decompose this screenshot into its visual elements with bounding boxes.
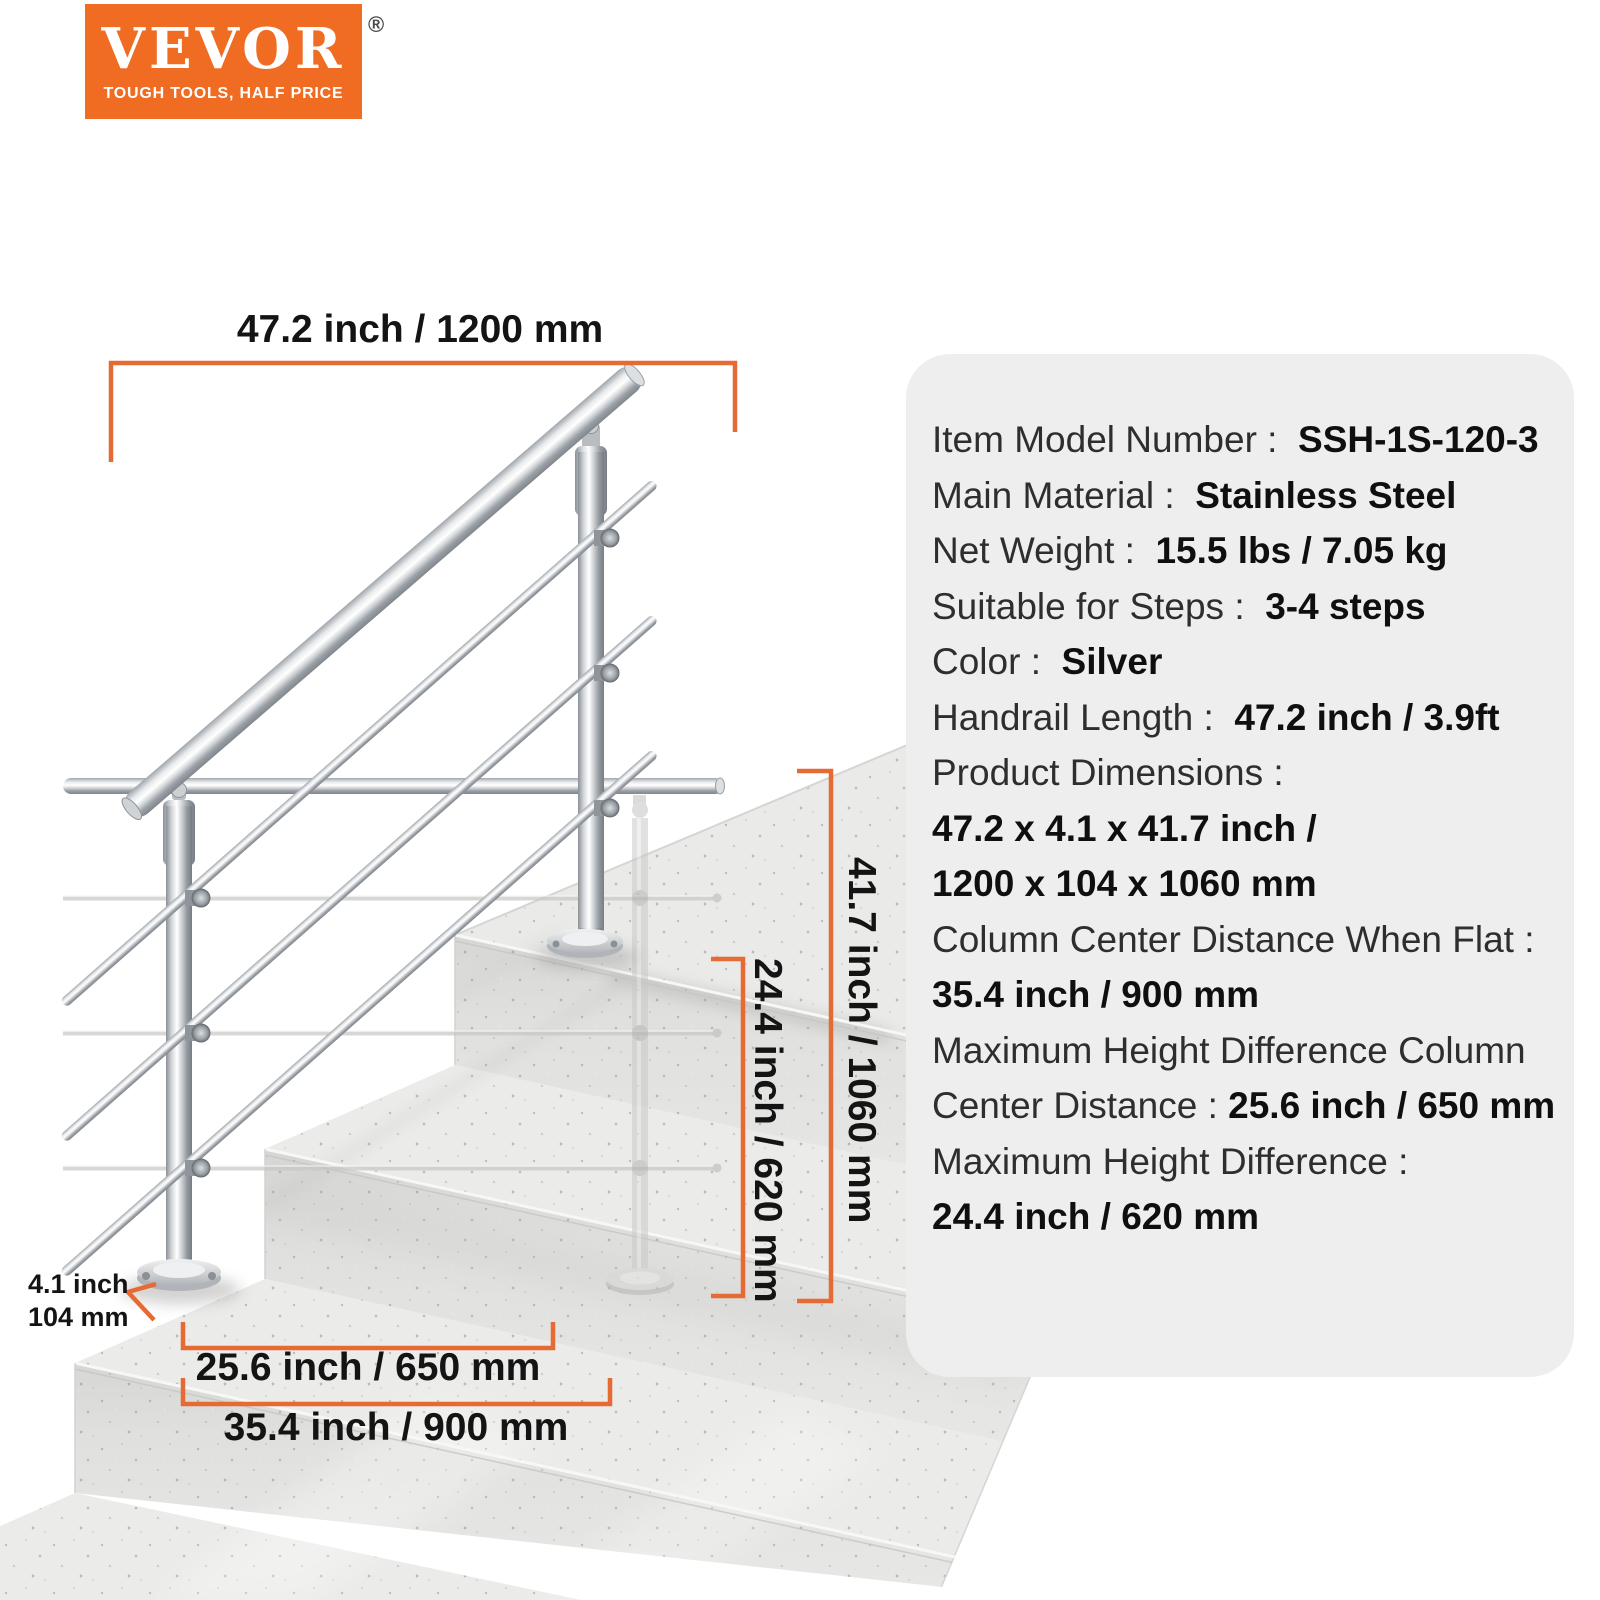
spec-value: Stainless Steel [1195, 474, 1457, 516]
spec-line [932, 690, 1566, 746]
spec-label: Main Material : [932, 474, 1196, 516]
spec-label: Product Dimensions : [932, 752, 1294, 793]
spec-line [932, 1023, 1566, 1079]
dim-height-difference-label: 24.4 inch / 620 mm [746, 957, 789, 1303]
dim-total-height-label: 41.7 inch / 1060 mm [840, 856, 883, 1224]
vevor-logo-text: VEVOR [101, 15, 346, 82]
spec-line [932, 468, 1566, 524]
spec-value: 47.2 x 4.1 x 41.7 inch / [932, 807, 1317, 849]
spec-line [932, 1078, 1566, 1134]
vevor-logo [85, 4, 362, 119]
spec-value: 25.6 inch / 650 mm [1228, 1085, 1556, 1126]
dim-flange-inch: 4.1 inch [28, 1269, 129, 1299]
spec-line [932, 412, 1566, 468]
spec-line [932, 801, 1566, 857]
spec-value: 47.2 inch / 3.9ft [1234, 696, 1500, 738]
spec-value: Silver [1061, 641, 1163, 682]
spec-value: 35.4 inch / 900 mm [932, 974, 1260, 1015]
spec-lines [932, 412, 1566, 1245]
spec-label: Maximum Height Difference Column [932, 1029, 1526, 1071]
spec-label: Net Weight : [932, 530, 1156, 571]
spec-line [932, 1189, 1566, 1245]
spec-value: 1200 x 104 x 1060 mm [932, 863, 1317, 904]
spec-value: 3-4 steps [1265, 585, 1426, 627]
spec-line [932, 579, 1566, 635]
spec-panel [906, 354, 1574, 1377]
spec-line [932, 912, 1566, 968]
spec-line [932, 745, 1566, 801]
dim-column-900-label: 35.4 inch / 900 mm [223, 1406, 569, 1449]
spec-label: Item Model Number : [932, 419, 1299, 460]
handrail-tube [118, 361, 647, 823]
spec-line [932, 856, 1566, 912]
registered-trademark-icon: ® [368, 12, 385, 37]
spec-label: Suitable for Steps : [932, 585, 1266, 627]
spec-label: Column Center Distance When Flat : [932, 918, 1545, 960]
dim-handrail-length-label: 47.2 inch / 1200 mm [236, 308, 604, 351]
spec-value: SSH-1S-120-3 [1298, 419, 1539, 460]
spec-value: 24.4 inch / 620 mm [932, 1196, 1260, 1237]
spec-label: Handrail Length : [932, 696, 1235, 738]
dim-column-650-label: 25.6 inch / 650 mm [195, 1346, 541, 1389]
vevor-tagline: TOUGH TOOLS, HALF PRICE [103, 84, 344, 102]
dim-flange-mm: 104 mm [28, 1302, 129, 1332]
dim-flange-label [28, 1268, 129, 1334]
spec-value: 15.5 lbs / 7.05 kg [1155, 530, 1448, 571]
spec-label: Color : [932, 641, 1062, 682]
spec-label: Maximum Height Difference : [932, 1140, 1419, 1182]
spec-line [932, 967, 1566, 1023]
spec-line [932, 1134, 1566, 1190]
spec-line [932, 634, 1566, 690]
spec-line [932, 523, 1566, 579]
spec-label: Center Distance : [932, 1085, 1229, 1126]
